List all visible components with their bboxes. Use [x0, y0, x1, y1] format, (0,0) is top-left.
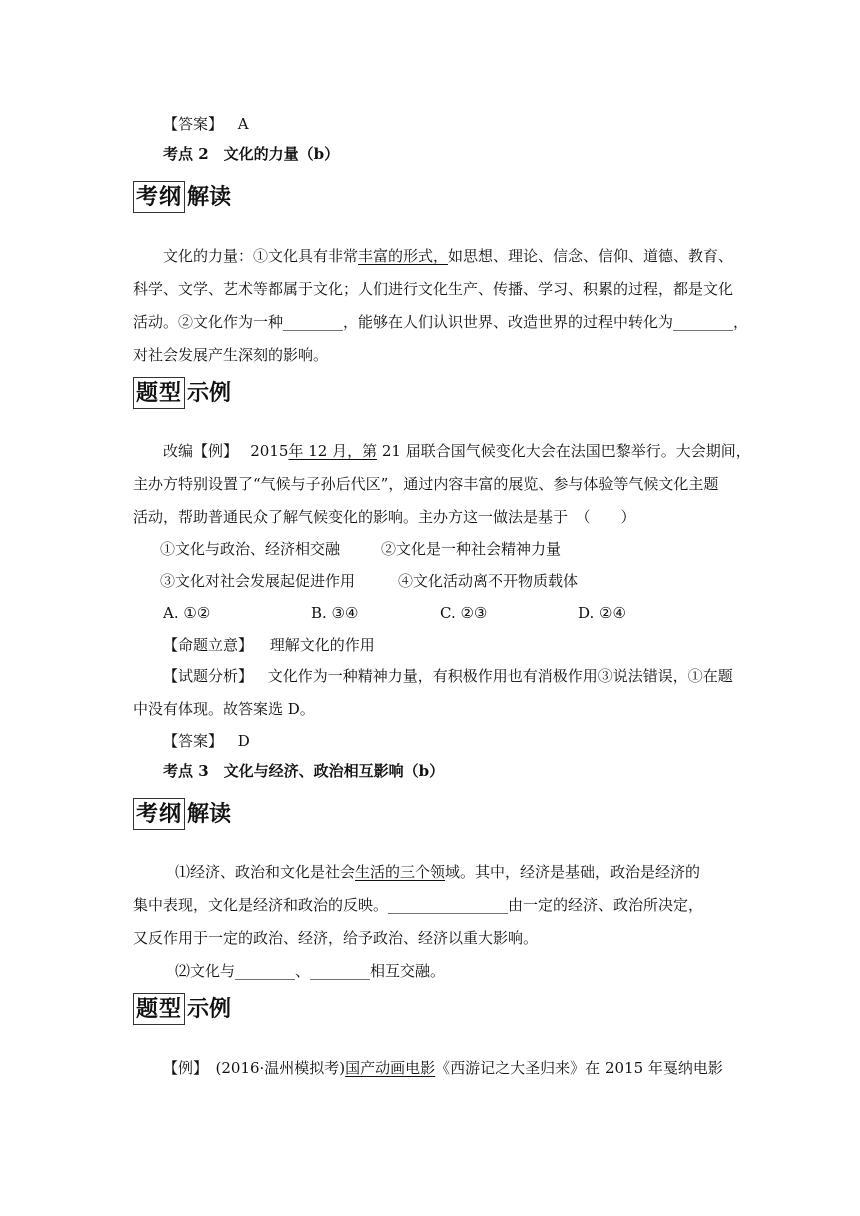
- header-boxed-text: 题型: [133, 377, 185, 409]
- example2-line-1: [163, 1058, 723, 1078]
- analysis-line-2: 中没有体现。故答案选 D。: [133, 700, 315, 718]
- option-b: B. ③④: [311, 604, 359, 622]
- statement-2: ②文化是一种社会精神力量: [381, 540, 562, 558]
- option-a: A. ①②: [163, 604, 211, 622]
- section-header-example-1: [133, 376, 231, 410]
- interp1-text: 如思想、理论、信念、信仰、道德、教育、: [448, 247, 734, 265]
- example1-line-3: 活动，帮助普通民众了解气候变化的影响。主办方这一做法是基于 （ ）: [133, 508, 636, 526]
- interp1-line-1: [163, 246, 733, 266]
- interp2-line-1: [175, 862, 700, 882]
- header-text: 解读: [187, 184, 232, 210]
- option-d: D. ②④: [578, 604, 626, 622]
- section-header-syllabus-2: [133, 797, 231, 831]
- statement-1: ①文化与政治、经济相交融: [160, 540, 341, 558]
- interp2-text: 域。其中，经济是基础，政治是经济的: [445, 863, 701, 881]
- interp2-underlined: 生活的三个领: [355, 863, 446, 881]
- example1-line-1: [163, 441, 751, 461]
- example2-text: 【例】 (2016·温州模拟考): [163, 1059, 346, 1077]
- header-text: 解读: [187, 801, 232, 827]
- interp1-line-3: 活动。②文化作为一种________，能够在人们认识世界、改造世界的过程中转化为________，: [133, 313, 749, 331]
- option-c: C. ②③: [440, 604, 488, 622]
- interp2-line-3: 又反作用于一定的政治、经济，给予政治、经济以重大影响。: [133, 929, 539, 947]
- example2-underlined: 国产动画电影: [345, 1059, 436, 1077]
- interp2-line-2: 集中表现，文化是经济和政治的反映。________________由一定的经济、政治所决定，: [133, 896, 704, 914]
- answer-line-1: [163, 114, 249, 134]
- header-boxed-text: 考纲: [133, 181, 185, 213]
- example2-text: 《西游记之大圣归来》在 2015 年戛纳电影: [435, 1059, 723, 1077]
- analysis-label: 【试题分析】: [163, 667, 254, 685]
- intent-label: 【命题立意】: [163, 636, 254, 654]
- point-2-title: 考点 2 文化的力量（b）: [163, 145, 340, 163]
- header-text: 示例: [187, 996, 232, 1022]
- intent-line: [163, 635, 375, 655]
- example1-line-2: 主办方特别设置了“气候与子孙后代区”，通过内容丰富的展览、参与体验等气候文化主题: [133, 475, 719, 493]
- statement-4: ④文化活动离不开物质载体: [398, 572, 579, 590]
- section-header-example-2: [133, 992, 231, 1026]
- interp1-line-4: 对社会发展产生深刻的影响。: [133, 346, 329, 364]
- answer-line-2: [163, 731, 250, 751]
- example1-text: 改编【例】 2015: [163, 442, 289, 460]
- interp1-text: 文化的力量：①文化具有非常: [163, 247, 359, 265]
- point-3-title: 考点 3 文化与经济、政治相互影响（b）: [163, 762, 445, 780]
- interp1-line-2: 科学、文学、艺术等都属于文化；人们进行文化生产、传播、学习、积累的过程，都是文化: [133, 280, 734, 298]
- answer-value: D: [237, 732, 250, 750]
- statement-3: ③文化对社会发展起促进作用: [160, 572, 356, 590]
- example1-underlined: 年 12 月，第: [288, 442, 378, 460]
- analysis-line-1: [163, 666, 733, 686]
- interp1-underlined: 丰富的形式，: [358, 247, 449, 265]
- answer-label: 【答案】: [163, 115, 224, 133]
- interp2-line-4: ⑵文化与________、________相互交融。: [175, 962, 446, 980]
- header-boxed-text: 考纲: [133, 798, 185, 830]
- answer-value: A: [237, 115, 249, 133]
- answer-label: 【答案】: [163, 732, 224, 750]
- interp2-text: ⑴经济、政治和文化是社会: [175, 863, 356, 881]
- section-header-syllabus-1: [133, 180, 231, 214]
- analysis-text: 文化作为一种精神力量，有积极作用也有消极作用③说法错误，①在题: [267, 667, 733, 685]
- intent-text: 理解文化的作用: [269, 636, 375, 654]
- header-text: 示例: [187, 380, 232, 406]
- example1-text: 21 届联合国气候变化大会在法国巴黎举行。大会期间，: [377, 442, 751, 460]
- header-boxed-text: 题型: [133, 993, 185, 1025]
